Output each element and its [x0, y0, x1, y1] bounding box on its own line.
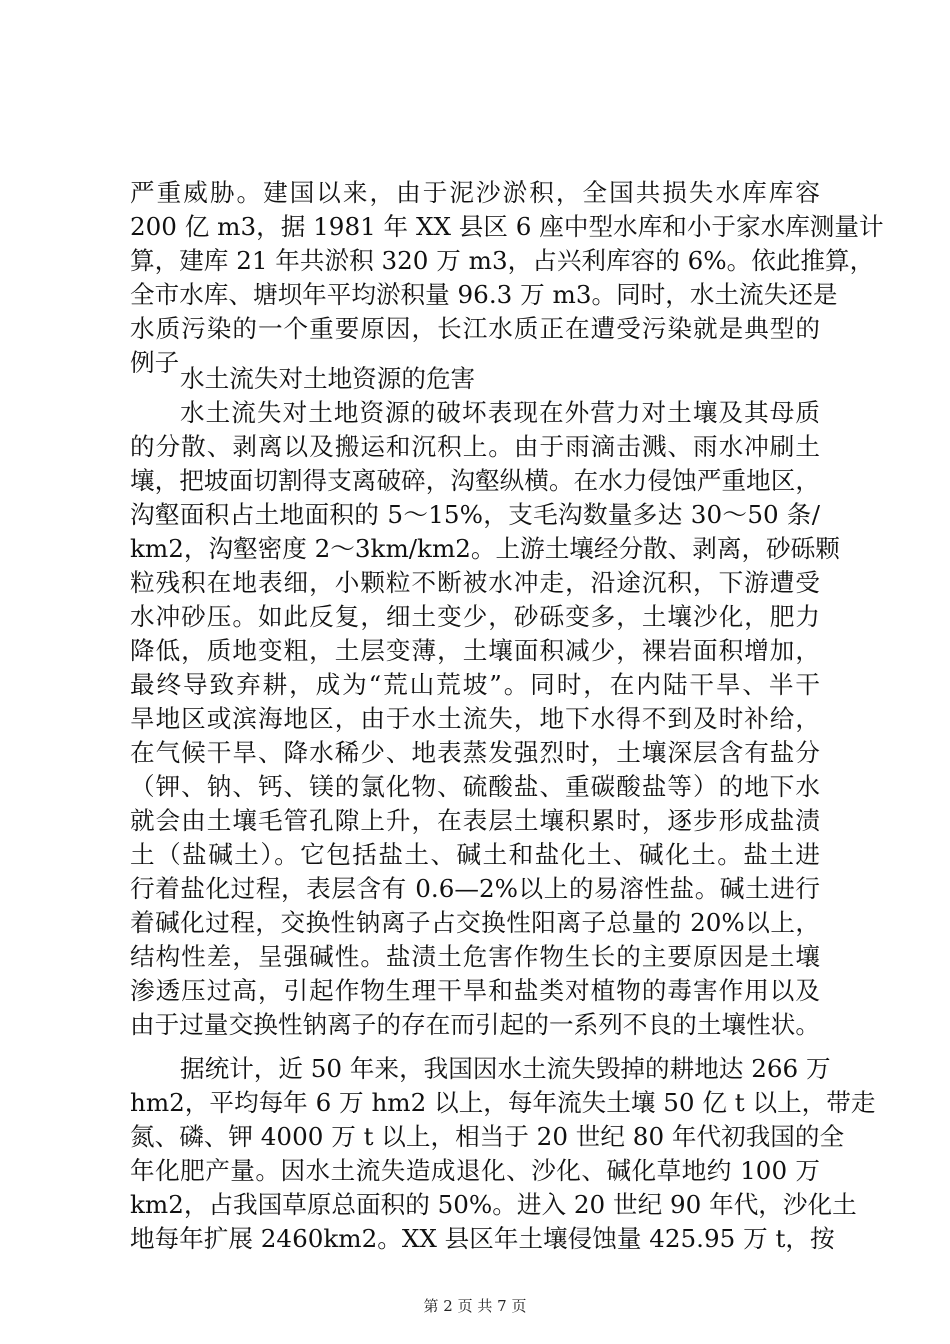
text-line-2: 200 亿 m3，据 1981 年 XX 县区 6 座中型水库和小于家水库测量计 [130, 212, 884, 241]
text-line-23: 着碱化过程，交换性钠离子占交换性阳离子总量的 20%以上， [130, 908, 820, 937]
text-line-16: 最终导致弃耕，成为“荒山荒坡”。同时，在内陆干旱、半干 [130, 670, 820, 699]
text-line-17: 旱地区或滨海地区，由于水土流失，地下水得不到及时补给， [130, 704, 820, 733]
text-line-3: 算，建库 21 年共淤积 320 万 m3，占兴利库容的 6%。依此推算， [130, 246, 875, 275]
text-line-11: 沟壑面积占土地面积的 5～15%，支毛沟数量多达 30～50 条/ [130, 500, 820, 529]
text-line-12: km2，沟壑密度 2～3km/km2。上游土壤经分散、剥离，砂砾颗 [130, 534, 840, 563]
text-line-8: 水土流失对土地资源的破坏表现在外营力对土壤及其母质 [180, 398, 820, 427]
text-line-13: 粒残积在地表细，小颗粒不断被水冲走，沿途沉积，下游遭受 [130, 568, 820, 597]
text-line-1: 严重威胁。建国以来，由于泥沙淤积，全国共损失水库库容 [130, 178, 820, 207]
text-line-24: 结构性差，呈强碱性。盐渍土危害作物生长的主要原因是土壤 [130, 942, 820, 971]
text-line-29: 氮、磷、钾 4000 万 t 以上，相当于 20 世纪 80 年代初我国的全 [130, 1122, 845, 1151]
text-line-32: 地每年扩展 2460km2。XX 县区年土壤侵蚀量 425.95 万 t，按 [130, 1224, 835, 1253]
text-line-20: 就会由土壤毛管孔隙上升，在表层土壤积累时，逐步形成盐渍 [130, 806, 820, 835]
text-line-22: 行着盐化过程，表层含有 0.6—2%以上的易溶性盐。碱土进行 [130, 874, 820, 903]
text-line-6: 例子 [130, 348, 180, 377]
text-line-21: 土（盐碱土）。它包括盐土、碱土和盐化土、碱化土。盐土进 [130, 840, 820, 869]
text-line-26: 由于过量交换性钠离子的存在而引起的一系列不良的土壤性状。 [130, 1010, 820, 1039]
text-line-31: km2，占我国草原总面积的 50%。进入 20 世纪 90 年代，沙化土 [130, 1190, 857, 1219]
text-line-15: 降低，质地变粗，土层变薄，土壤面积减少，裸岩面积增加， [130, 636, 820, 665]
text-line-14: 水冲砂压。如此反复，细土变少，砂砾变多，土壤沙化，肥力 [130, 602, 820, 631]
text-line-30: 年化肥产量。因水土流失造成退化、沙化、碱化草地约 100 万 [130, 1156, 820, 1185]
text-line-25: 渗透压过高，引起作物生理干旱和盐类对植物的毒害作用以及 [130, 976, 820, 1005]
text-line-4: 全市水库、塘坝年平均淤积量 96.3 万 m3。同时，水土流失还是 [130, 280, 838, 309]
text-line-10: 壤，把坡面切割得支离破碎，沟壑纵横。在水力侵蚀严重地区， [130, 466, 820, 495]
text-line-18: 在气候干旱、降水稀少、地表蒸发强烈时，土壤深层含有盐分 [130, 738, 820, 767]
page-footer: 第 2 页 共 7 页 [423, 1297, 527, 1315]
text-line-5: 水质污染的一个重要原因，长江水质正在遭受污染就是典型的 [130, 314, 820, 343]
text-line-28: hm2，平均每年 6 万 hm2 以上，每年流失土壤 50 亿 t 以上，带走 [130, 1088, 876, 1117]
text-line-19: （钾、钠、钙、镁的氯化物、硫酸盐、重碳酸盐等）的地下水 [130, 772, 820, 801]
section-heading: 水土流失对土地资源的危害 [180, 364, 476, 393]
text-line-9: 的分散、剥离以及搬运和沉积上。由于雨滴击溅、雨水冲刷土 [130, 432, 820, 461]
text-line-27: 据统计，近 50 年来，我国因水土流失毁掉的耕地达 266 万 [180, 1054, 831, 1083]
